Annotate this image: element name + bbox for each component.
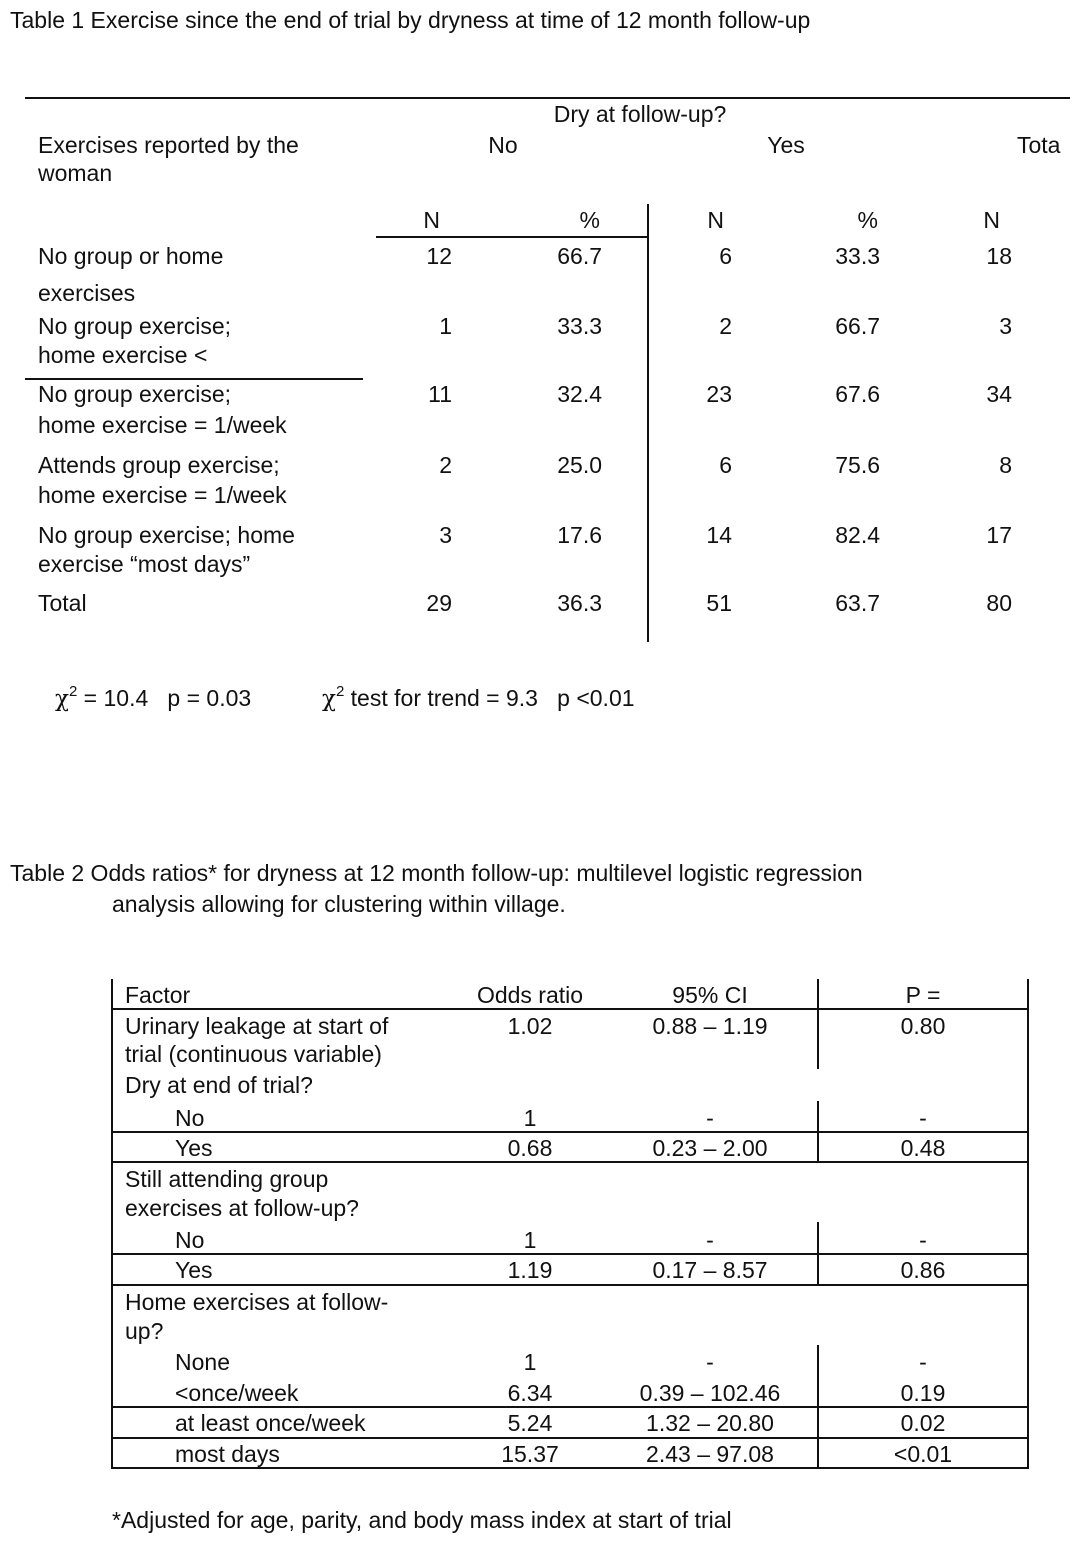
table1-cell: 80 [986,590,1012,616]
table2-col-divider [817,1009,819,1069]
table2-cell: 0.39 – 102.46 [639,1380,781,1406]
table1-group-header: Dry at follow-up? [553,101,727,127]
table1-cell: 8 [999,452,1012,478]
table1-cell: 18 [986,243,1012,269]
table2-cell: 0.19 [900,1380,946,1406]
table1-top-rule [25,97,1070,99]
table1-row-label: home exercise = 1/week [38,412,287,438]
chi-value: = 10.4 p = 0.03 [77,685,252,711]
table1-col-total: Tota [1017,132,1061,158]
table1-cell: 2 [719,313,732,339]
table1-row-label: exercises [38,280,136,306]
table1-cell: 3 [999,313,1012,339]
table2-level-label: <once/week [175,1380,299,1406]
table1-cell: 75.6 [835,452,880,478]
table1-cell: 23 [706,381,732,407]
table2-rule [111,1437,1029,1439]
table1-cell: 14 [706,522,732,548]
chi-square-stat [55,684,251,713]
table1-row-label: home exercise < [38,342,208,368]
table1-cell: 6 [719,243,732,269]
chi-sup: 2 [335,683,345,700]
table1-cell: 25.0 [557,452,602,478]
table2-header-ci: 95% CI [672,982,748,1008]
table1-cell: 66.7 [835,313,880,339]
table1-cell: 2 [439,452,452,478]
table1-cell: 51 [706,590,732,616]
table2-cell: 0.02 [900,1410,946,1436]
table1-row-header: Exercises reported by the woman [38,132,299,186]
table1-row-label: home exercise = 1/week [38,482,287,508]
table1-col-yes: Yes [767,132,805,158]
table1-row-label: No group or home [38,243,224,269]
table1-row-label: No group exercise; [38,381,232,407]
table2-cell: 0.48 [900,1135,946,1161]
table2-cell: <0.01 [893,1441,953,1467]
table1-cell: 67.6 [835,381,880,407]
table1-sub-pct-yes: % [857,207,878,233]
table2-cell: 1 [523,1349,537,1375]
table2-cell: - [706,1105,714,1131]
table2-footnote: *Adjusted for age, parity, and body mass index at start of trial [112,1507,732,1533]
table2-cell: 2.43 – 97.08 [646,1441,774,1467]
table1-cell: 12 [426,243,452,269]
table1-divider [647,204,649,642]
table1-title: Table 1 Exercise since the end of trial by dryness at time of 12 month follow-up [10,7,811,33]
table2-cell: - [706,1349,714,1375]
table1-cell: 32.4 [557,381,602,407]
table2-cell: - [919,1227,927,1253]
table1-row-label: No group exercise; home [38,522,295,548]
table2-cell: 0.86 [900,1257,946,1283]
table2-factor-label: up? [125,1318,164,1344]
table1-row-label: No group exercise; [38,313,232,339]
table1-row-label: Attends group exercise; [38,452,280,478]
chi-sup: 2 [68,683,78,700]
table2-factor-label: trial (continuous variable) [125,1041,382,1067]
table2-cell: 1.19 [507,1257,553,1283]
trend-value: test for trend = 9.3 p <0.01 [344,685,635,711]
table1-cell: 29 [426,590,452,616]
table2-factor-label: exercises at follow-up? [125,1195,359,1221]
table1-header-rule [376,236,648,238]
table2-cell: 0.17 – 8.57 [652,1257,768,1283]
table2-cell: 0.88 – 1.19 [652,1013,768,1039]
table2-cell: 1.02 [507,1013,553,1039]
table1-sub-n-total: N [983,207,1000,233]
table2-cell: 15.37 [501,1441,559,1467]
table2-level-label: None [175,1349,230,1375]
table1-cell: 3 [439,522,452,548]
table2-factor-label: Urinary leakage at start of [125,1013,389,1039]
table1-cell: 11 [428,381,452,407]
table1-cell: 63.7 [835,590,880,616]
table1-cell: 1 [439,313,452,339]
table2-cell: 1 [523,1105,537,1131]
table1-cell: 36.3 [557,590,602,616]
table1-cell: 82.4 [835,522,880,548]
table2-level-label: Yes [175,1257,213,1283]
table2-level-label: most days [175,1441,280,1467]
table1-cell: 17 [986,522,1012,548]
table1-row-label: exercise “most days” [38,551,251,577]
table2-left-border [111,979,113,1469]
table2-cell: 1.32 – 20.80 [646,1410,774,1436]
table1-cell: 17.6 [557,522,602,548]
chi-symbol: χ [55,686,69,712]
table2-cell: - [919,1349,927,1375]
table1-sub-pct-no: % [579,207,600,233]
table2-cell: 0.68 [507,1135,553,1161]
table1-col-no: No [488,132,518,158]
table2-cell: 6.34 [507,1380,553,1406]
table1-cell: 6 [719,452,732,478]
table1-sub-n-no: N [423,207,440,233]
chi-symbol: χ [322,686,336,712]
table2-cell: 5.24 [507,1410,553,1436]
table1-cell: 34 [986,381,1012,407]
table2-rule [111,1284,1029,1286]
table2-right-border [1027,979,1029,1469]
table2-level-label: No [175,1105,205,1131]
table2-title: Table 2 Odds ratios* for dryness at 12 month follow-up: multilevel logistic regression [10,860,863,886]
table2-cell: 0.80 [900,1013,946,1039]
table2-col-divider [817,979,819,1009]
table2-level-label: No [175,1227,205,1253]
trend-stat [322,684,635,713]
table2-header-p: P = [905,982,941,1008]
table1-sub-n-yes: N [707,207,724,233]
table2-cell: 0.23 – 2.00 [652,1135,768,1161]
table1-cell: 33.3 [835,243,880,269]
table2-header-factor: Factor [125,982,191,1008]
table2-factor-label: Dry at end of trial? [125,1072,313,1098]
table1-total-label: Total [38,590,87,616]
table2-cell: - [919,1105,927,1131]
table1-cell: 66.7 [557,243,602,269]
table2-cell: 1 [523,1227,537,1253]
table2-level-label: at least once/week [175,1410,366,1436]
table2-level-label: Yes [175,1135,213,1161]
table2-factor-label: Still attending group [125,1166,329,1192]
table2-factor-label: Home exercises at follow- [125,1289,389,1315]
table1-cell: 33.3 [557,313,602,339]
table2-header-or: Odds ratio [476,982,584,1008]
table2-cell: - [706,1227,714,1253]
table2-title-cont: analysis allowing for clustering within village. [112,891,566,917]
